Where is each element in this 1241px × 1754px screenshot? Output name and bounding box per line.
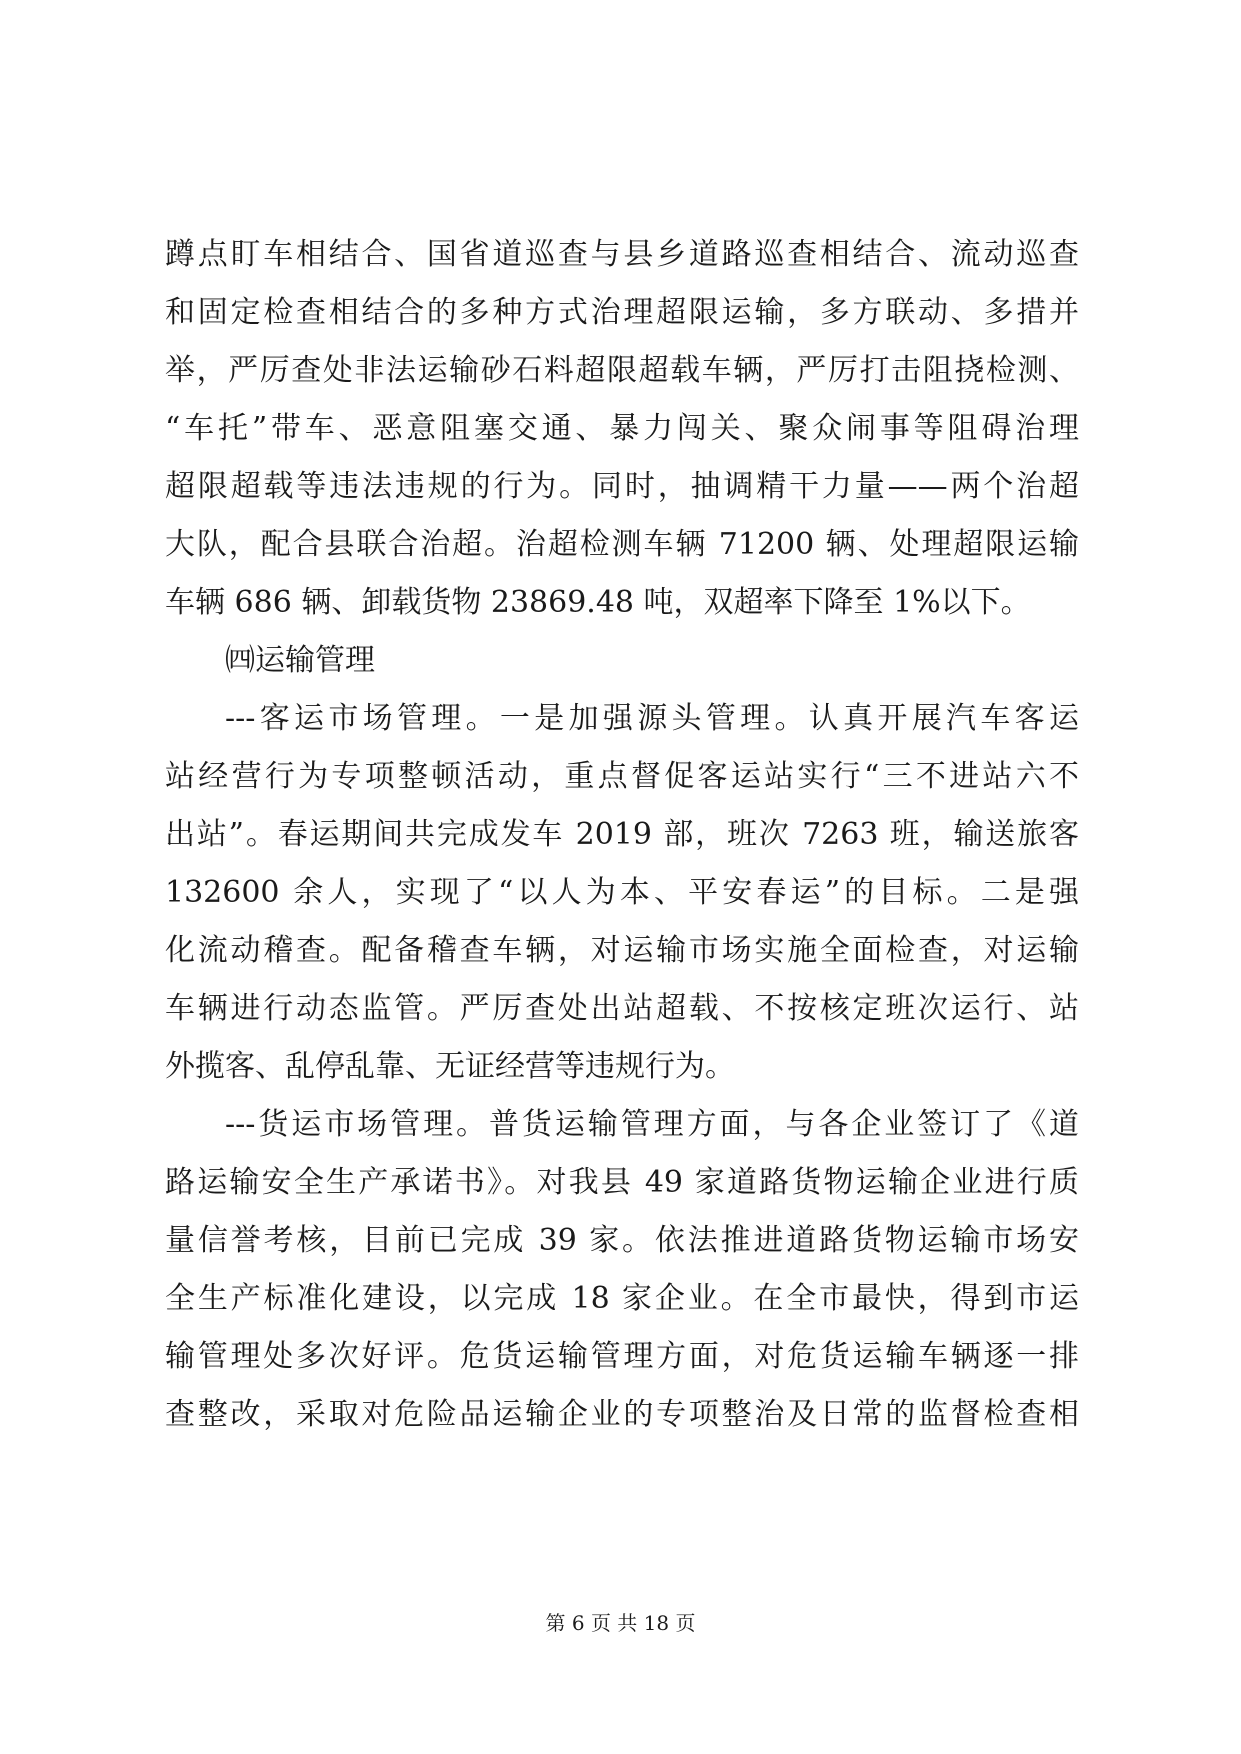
- text-line: 站经营行为专项整顿活动，重点督促客运站实行“三不进站六不: [165, 759, 1079, 794]
- text-line: 超限超载等违法违规的行为。同时，抽调精干力量——两个治超: [165, 469, 1079, 504]
- text-line: 132600 余人，实现了“以人为本、平安春运”的目标。二是强: [165, 875, 1079, 910]
- text-line: 大队，配合县联合治超。治超检测车辆 71200 辆、处理超限运输: [165, 527, 1079, 562]
- text-line: 和固定检查相结合的多种方式治理超限运输，多方联动、多措并: [165, 295, 1079, 330]
- text-line: “车托”带车、恶意阻塞交通、暴力闯关、聚众闹事等阻碍治理: [165, 411, 1079, 446]
- text-line: 外揽客、乱停乱靠、无证经营等违规行为。: [165, 1049, 735, 1084]
- text-line: 量信誉考核，目前已完成 39 家。依法推进道路货物运输市场安: [165, 1223, 1079, 1258]
- text-line: 举，严厉查处非法运输砂石料超限超载车辆，严厉打击阻挠检测、: [165, 353, 1079, 388]
- text-line: 全生产标准化建设，以完成 18 家企业。在全市最快，得到市运: [165, 1281, 1079, 1316]
- text-line: ---客运市场管理。一是加强源头管理。认真开展汽车客运: [225, 701, 1079, 736]
- text-line: 输管理处多次好评。危货运输管理方面，对危货运输车辆逐一排: [165, 1339, 1079, 1374]
- text-line: 化流动稽查。配备稽查车辆，对运输市场实施全面检查，对运输: [165, 933, 1079, 968]
- text-line: 查整改，采取对危险品运输企业的专项整治及日常的监督检查相: [165, 1397, 1079, 1432]
- section-heading: ㈣运输管理: [225, 643, 375, 678]
- page-footer: 第 6 页 共 18 页: [545, 1611, 696, 1635]
- body-text: [165, 226, 1079, 1444]
- text-line: 路运输安全生产承诺书》。对我县 49 家道路货物运输企业进行质: [165, 1165, 1079, 1200]
- text-line: 车辆进行动态监管。严厉查处出站超载、不按核定班次运行、站: [165, 991, 1079, 1026]
- text-line: 蹲点盯车相结合、国省道巡查与县乡道路巡查相结合、流动巡查: [165, 237, 1079, 272]
- text-line: ---货运市场管理。普货运输管理方面，与各企业签订了《道: [225, 1107, 1079, 1142]
- text-line: 出站”。春运期间共完成发车 2019 部，班次 7263 班，输送旅客: [165, 817, 1079, 852]
- text-line: 车辆 686 辆、卸载货物 23869.48 吨，双超率下降至 1%以下。: [165, 585, 1031, 620]
